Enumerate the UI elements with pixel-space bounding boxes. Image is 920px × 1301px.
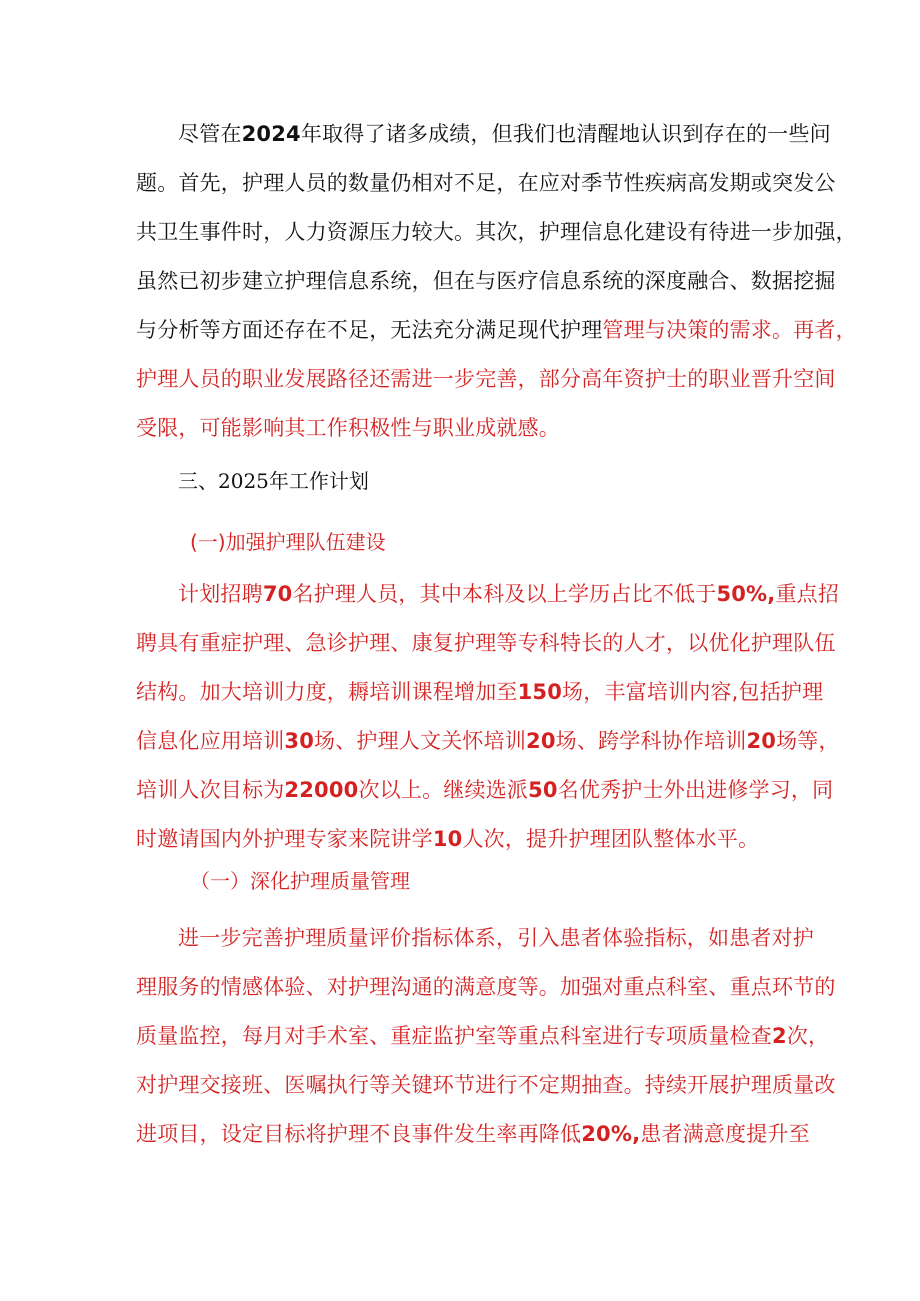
text-line: 共卫生事件时，人力资源压力较大。其次，护理信息化建设有待进一步加强，: [136, 220, 857, 244]
text-line: 结构。加大培训力度，耨培训课程增加至150场，丰富培训内容,包括护理: [136, 680, 824, 704]
text-line: 计划招聘70名护理人员，其中本科及以上学历占比不低于50%,重点招: [178, 582, 840, 606]
text-line: 受限，可能影响其工作积极性与职业成就感。: [136, 416, 560, 440]
text-line: 聘具有重症护理、急诊护理、康复护理等专科特长的人才，以优化护理队伍: [136, 631, 836, 655]
text-line: 质量监控，每月对手术室、重症监护室等重点科室进行专项质量检查2次，: [136, 1024, 830, 1048]
text-line: 与分析等方面还存在不足，无法充分满足现代护理管理与决策的需求。再者，: [136, 318, 857, 342]
text-line: 题。首先，护理人员的数量仍相对不足，在应对季节性疾病高发期或突发公: [136, 171, 836, 195]
text-line: 信息化应用培训30场、护理人文关怀培训20场、跨学科协作培训20场等，: [136, 729, 840, 753]
text-line: 尽管在2024年取得了诸多成绩，但我们也清醒地认识到存在的一些问: [178, 122, 831, 146]
paragraph-team-building: [136, 570, 840, 864]
text-line: 对护理交接班、医嘱执行等关键环节进行不定期抽查。持续开展护理质量改: [136, 1073, 836, 1097]
paragraph-problems: [136, 110, 857, 453]
text-line: 虽然已初步建立护理信息系统，但在与医疗信息系统的深度融合、数据挖掘: [136, 269, 836, 293]
text-line: 护理人员的职业发展路径还需进一步完善，部分高年资护士的职业晋升空间: [136, 367, 836, 391]
subsection-heading: （一）深化护理质量管理: [190, 869, 410, 893]
paragraph-quality-management: [136, 914, 836, 1159]
subsection-heading: (一)加强护理队伍建设: [190, 530, 386, 554]
text-line: 培训人次目标为22000次以上。继续选派50名优秀护士外出进修学习，同: [136, 778, 834, 802]
text-line: 进项目，设定目标将护理不良事件发生率再降低20%,患者满意度提升至: [136, 1122, 810, 1146]
text-line: 时邀请国内外护理专家来院讲学10人次，提升护理团队整体水平。: [136, 827, 760, 851]
text-line: 理服务的情感体验、对护理沟通的满意度等。加强对重点科室、重点环节的: [136, 975, 836, 999]
text-line: 进一步完善护理质量评价指标体系，引入患者体验指标，如患者对护: [178, 926, 814, 950]
section-heading: 三、2025年工作计划: [178, 469, 369, 493]
